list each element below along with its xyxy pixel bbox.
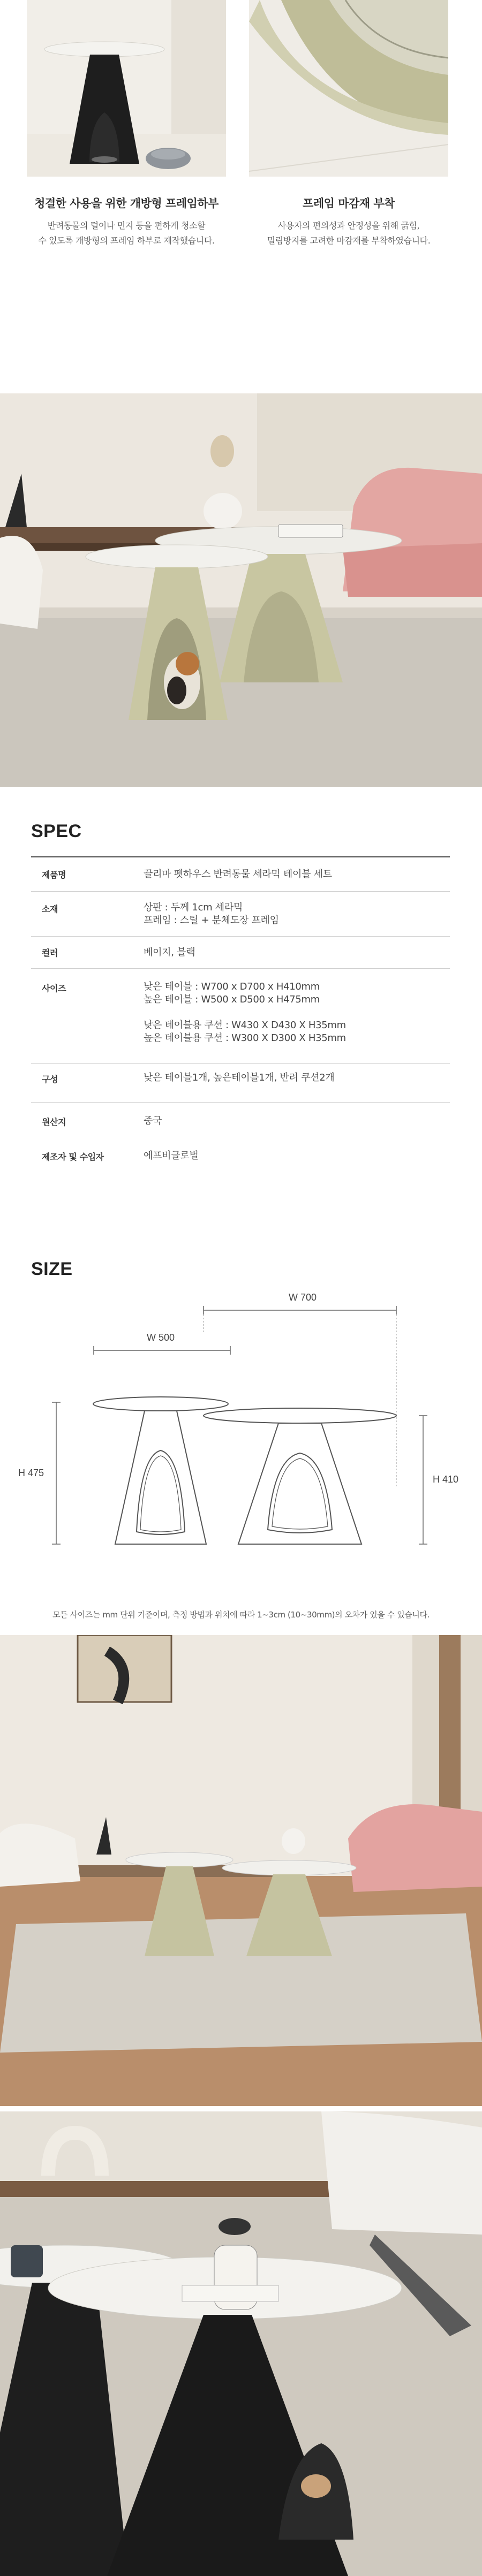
low-table-drawing [204,1408,396,1544]
dimension-label-w500: W 500 [146,1332,175,1343]
feature-title: 프레임 마감재 부착 [303,197,395,210]
spec-value-line: 에프비글로벌 [144,1150,199,1161]
dimension-label-w700: W 700 [288,1292,317,1303]
feature-title: 청결한 사용을 위한 개방형 프레임하부 [34,197,219,210]
spec-value-line: 프레임 : 스틸 + 분체도장 프레임 [144,915,279,926]
spec-value-line: 상판 : 두께 1cm 세라믹 [144,902,243,913]
feature-image-finishing [249,0,448,177]
lifestyle-photo-closeup [0,2111,482,2576]
spec-row-origin [31,1103,450,1140]
size-title: SIZE [31,1259,73,1279]
spec-row-material [31,892,450,937]
feature-card-finishing [249,0,448,248]
feature-description-line: 수 있도록 개방형의 프레임 하부로 제작했습니다. [38,235,215,246]
spec-row-manufacturer [31,1140,450,1172]
lifestyle-photo-living-room [0,1635,482,2106]
dimension-label-h475: H 475 [18,1468,44,1478]
spec-value-line: 높은 테이블용 쿠션 : W300 X D300 X H35mm [144,1032,346,1044]
spec-value [144,981,450,1063]
spec-row-product-name [31,857,450,892]
spec-value-line: 낮은 테이블 : W700 x D700 x H410mm [144,981,320,992]
spec-row-color [31,937,450,969]
spec-value [144,868,450,881]
feature-description-line: 사용자의 편의성과 안정성을 위해 긁힘, [277,221,420,231]
high-table-drawing [93,1397,228,1544]
spec-value-line: 끌리마 펫하우스 반려동물 세라믹 테이블 세트 [144,868,332,880]
spec-value [144,901,450,936]
feature-section [0,0,482,353]
spec-value [144,1072,450,1102]
dimension-h475 [18,1402,61,1544]
spec-title: SPEC [31,821,82,841]
feature-card-open-frame [27,0,226,248]
feature-description-line: 밀림방지를 고려한 마감재를 부착하였습니다. [267,235,431,246]
spec-value-line: 높은 테이블 : W500 x D500 x H475mm [144,994,320,1005]
dimension-w500 [94,1332,230,1355]
spec-key: 컬러 [42,948,58,958]
spec-key: 소재 [42,904,58,914]
spec-value-line: 중국 [144,1115,162,1127]
feature-description [249,218,448,248]
spec-key: 원산지 [42,1116,66,1127]
spec-value [144,1150,450,1162]
size-diagram [0,1274,482,1574]
spec-row-size [31,969,450,1064]
spec-key: 구성 [42,1074,58,1084]
feature-description-line: 반려동물의 털이나 먼지 등을 편하게 청소할 [47,221,206,231]
dimension-h410 [419,1416,458,1544]
size-note: 모든 사이즈는 mm 단위 기준이며, 측정 방법과 위치에 따라 1~3cm (10~30mm)의 오차가 있을 수 있습니다. [52,1610,430,1620]
spec-value-spacer [144,1006,450,1019]
spec-key: 사이즈 [42,983,66,993]
spec-row-composition [31,1064,450,1103]
spec-value [144,946,450,959]
spec-key: 제품명 [42,870,66,880]
spec-table [31,856,450,1172]
spec-value-line: 낮은 테이블1개, 높은테이블1개, 반려 쿠션2개 [144,1072,335,1083]
feature-image-open-frame [27,0,226,177]
dimension-label-h410: H 410 [432,1474,459,1485]
spec-value-line: 베이지, 블랙 [144,946,195,958]
lifestyle-photo-cat [0,393,482,787]
spec-value [144,1115,450,1128]
spec-key: 제조자 및 수입자 [42,1151,104,1162]
spec-value-line: 낮은 테이블용 쿠션 : W430 X D430 X H35mm [144,1020,346,1031]
feature-description [27,218,226,248]
